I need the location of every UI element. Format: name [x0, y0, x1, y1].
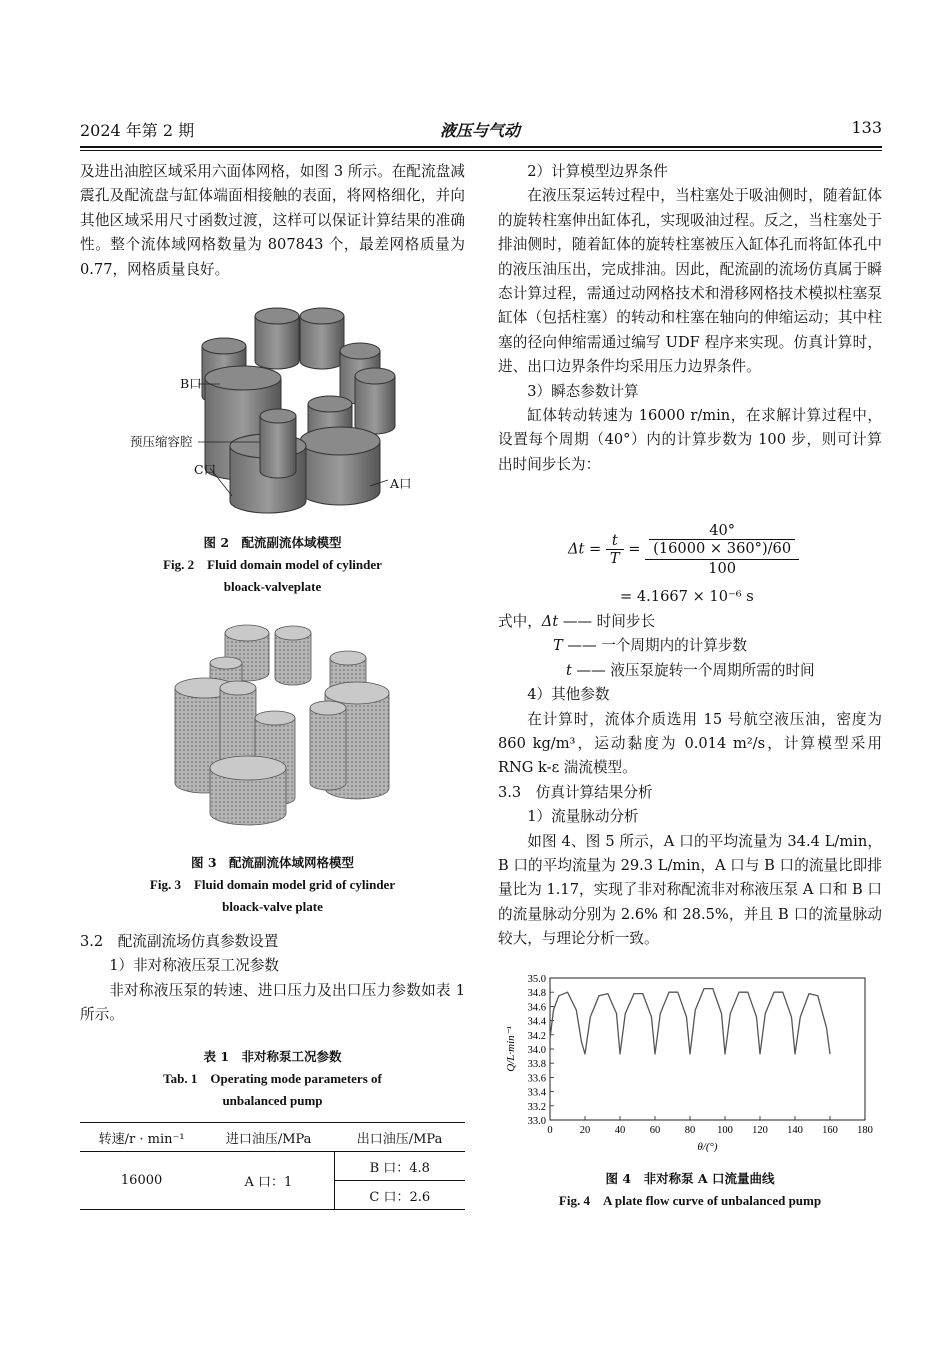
- caption-en: Fig. 2 Fluid domain model of cylinder: [163, 557, 382, 572]
- eq-num-bot: (16000 × 360°)/60: [653, 540, 792, 557]
- y-tick-label: 34.8: [527, 988, 546, 1000]
- y-tick-label: 33.4: [527, 1087, 546, 1099]
- y-axis-label: Q/L·min⁻¹: [505, 1026, 517, 1072]
- x-tick-label: 40: [614, 1125, 626, 1136]
- col-outlet: 出口油压/MPa: [356, 1131, 443, 1147]
- label-port-c: C口: [194, 462, 217, 477]
- cell-outlet-c: C 口：2.6: [334, 1181, 465, 1210]
- eq-frac-main: [645, 522, 799, 577]
- left-column-lower: [80, 930, 465, 1028]
- label-port-a: A口: [390, 476, 412, 491]
- figure-4-caption: [498, 1168, 882, 1212]
- subsection-heading: 1）流量脉动分析: [527, 808, 639, 826]
- eq-frac-tT: [606, 532, 624, 567]
- def-text: —— 液压泵旋转一个周期所需的时间: [576, 661, 815, 679]
- def-row: [498, 634, 882, 658]
- series-line-a-port: [550, 989, 830, 1054]
- paragraph: 缸体转动转速为 16000 r/min，在求解计算过程中，设置每个周期（40°）内的计算步数为 100 步，则可计算出时间步长为：: [498, 407, 882, 473]
- caption-en: Fig. 4 A plate flow curve of unbalanced pump: [558, 1193, 822, 1208]
- caption-cn: 图 2 配流副流体域模型: [203, 535, 342, 550]
- y-tick-label: 34.2: [527, 1030, 546, 1042]
- y-tick-label: 35.0: [527, 974, 546, 985]
- cell-speed: 16000: [80, 1152, 203, 1210]
- def-text: —— 时间步长: [562, 613, 656, 630]
- paragraph: 在液压泵运转过程中，当柱塞处于吸油侧时，随着缸体的旋转柱塞伸出缸体孔，实现吸油过程。反之，当柱塞处于排油侧时，随着缸体的旋转柱塞被压入缸体孔而将缸体孔中的液压油压出，完成排油。因此，配流副的流场仿真属于瞬态计算过程，需通过动网格技术和滑移网格技术模拟柱塞泵缸体（包括柱塞）的转动和柱塞在轴向的伸缩运动；其中柱塞的径向伸缩需通过编写 UDF 程序来实现。仿真计算时，进、出口边界条件均采用压力边界条件。: [498, 187, 882, 376]
- table-row: [80, 1152, 465, 1181]
- caption-en-cont: unbalanced pump: [222, 1093, 323, 1108]
- def-symbol: Δt: [541, 613, 559, 630]
- figure-4-chart: [495, 968, 880, 1164]
- where-label: 式中，: [498, 613, 542, 630]
- def-text: —— 一个周期内的计算步数: [567, 637, 748, 655]
- subsection-heading: 1）非对称液压泵工况参数: [109, 957, 280, 975]
- label-port-b: B口: [180, 376, 202, 391]
- y-tick-label: 34.6: [527, 1002, 546, 1014]
- paragraph: 及进出油腔区域采用六面体网格，如图 3 所示。在配流盘减震孔及配流盘与缸体端面相接触的表面，将网格细化，并向其他区域采用尺寸函数过渡，这样可以保证计算结果的准确性。整个流体域网格数量为 807843 个，最差网格质量为 0.77，网格质量良好。: [80, 163, 465, 278]
- figure-2-caption: [80, 532, 465, 598]
- caption-cn: 图 4 非对称泵 A 口流量曲线: [605, 1171, 775, 1186]
- table-1: [80, 1122, 465, 1210]
- cell-outlet-b: B 口：4.8: [334, 1152, 465, 1181]
- equation-result: = 4.1667 × 10⁻⁶ s: [620, 588, 754, 605]
- eq-num: t: [606, 532, 624, 550]
- y-tick-label: 33.2: [527, 1101, 546, 1113]
- caption-en-cont: bloack-valve plate: [222, 899, 323, 914]
- x-tick-label: 60: [649, 1125, 661, 1136]
- equation-timestep: Δt = $\frac{t}{T}$ = 40° (16000 × 360°)/60 100: [568, 522, 799, 577]
- def-row: [498, 659, 882, 683]
- section-heading: 3.3 仿真计算结果分析: [498, 783, 653, 801]
- x-tick-label: 120: [752, 1125, 768, 1136]
- figure-3: [170, 608, 395, 843]
- def-row: [498, 610, 882, 634]
- paragraph: 在计算时，流体介质选用 15 号航空液压油，密度为 860 kg/m³，运动黏度为 0.014 m²/s，计算模型采用 RNG k-ε 湍流模型。: [498, 710, 882, 777]
- y-tick-label: 33.0: [527, 1116, 546, 1127]
- eq-den: T: [609, 550, 620, 567]
- header-rule-thin: [80, 150, 882, 151]
- subsection-heading: 4）其他参数: [527, 686, 610, 704]
- x-tick-label: 0: [547, 1125, 553, 1136]
- x-axis-label: θ/(°): [697, 1141, 718, 1153]
- figure-2: [130, 296, 430, 526]
- x-tick-label: 180: [857, 1125, 873, 1136]
- figure-3-caption: [80, 852, 465, 918]
- caption-cn: 表 1 非对称泵工况参数: [203, 1049, 342, 1064]
- subsection-heading: 3）瞬态参数计算: [527, 382, 639, 400]
- symbol-definitions: [498, 610, 882, 952]
- x-tick-label: 160: [822, 1125, 838, 1136]
- col-inlet: 进口油压/MPa: [225, 1131, 312, 1147]
- caption-en-cont: bloack-valveplate: [223, 579, 322, 594]
- eq-num-compound: [645, 522, 799, 560]
- journal-title: 液压与气动: [439, 121, 520, 140]
- left-column: [80, 160, 465, 282]
- label-precompression-chamber: 预压缩容腔: [130, 434, 193, 449]
- def-symbol: t: [566, 661, 572, 679]
- paragraph: 非对称液压泵的转速、进口压力及出口压力参数如表 1 所示。: [80, 981, 465, 1024]
- caption-en: Tab. 1 Operating mode parameters of: [163, 1071, 382, 1086]
- x-tick-label: 80: [684, 1125, 696, 1136]
- table-header-row: [80, 1123, 465, 1152]
- y-tick-label: 34.4: [527, 1016, 546, 1028]
- flow-curve-chart: [495, 968, 880, 1164]
- def-symbol: T: [553, 637, 563, 655]
- eq-lhs: Δt: [568, 540, 585, 558]
- page-number: 133: [851, 118, 882, 137]
- x-tick-label: 100: [717, 1125, 733, 1136]
- right-column: [498, 160, 882, 477]
- header-rule-thick: [80, 146, 882, 148]
- y-tick-label: 33.8: [527, 1059, 546, 1071]
- col-speed: 转速/r · min⁻¹: [98, 1131, 185, 1147]
- x-tick-label: 20: [579, 1125, 591, 1136]
- eq-num-top: 40°: [649, 522, 795, 540]
- table-1-caption: [80, 1046, 465, 1112]
- cell-inlet: A 口：1: [203, 1152, 334, 1210]
- y-tick-label: 34.0: [527, 1045, 546, 1056]
- caption-en: Fig. 3 Fluid domain model grid of cylinder: [149, 877, 396, 892]
- mesh-model-image: [170, 608, 395, 843]
- section-heading: 3.2 配流副流场仿真参数设置: [80, 933, 279, 950]
- journal-issue: 2024 年第 2 期: [80, 121, 195, 140]
- subsection-heading: 2）计算模型边界条件: [527, 163, 668, 180]
- x-tick-label: 140: [787, 1125, 803, 1136]
- caption-cn: 图 3 配流副流体域网格模型: [190, 855, 355, 870]
- eq-den-main: 100: [708, 560, 737, 577]
- y-tick-label: 33.6: [527, 1073, 546, 1085]
- paragraph: 如图 4、图 5 所示，A 口的平均流量为 34.4 L/min，B 口的平均流量为 29.3 L/min，A 口与 B 口的流量比即排量比为 1.17，实现了非对称配流非对称液压泵 A 口和 B 口的流量脉动分别为 2.6% 和 28.5%，并且 B 口的流量脉动较大，与理论分析一致。: [498, 832, 882, 948]
- fluid-domain-model-image: [130, 296, 430, 526]
